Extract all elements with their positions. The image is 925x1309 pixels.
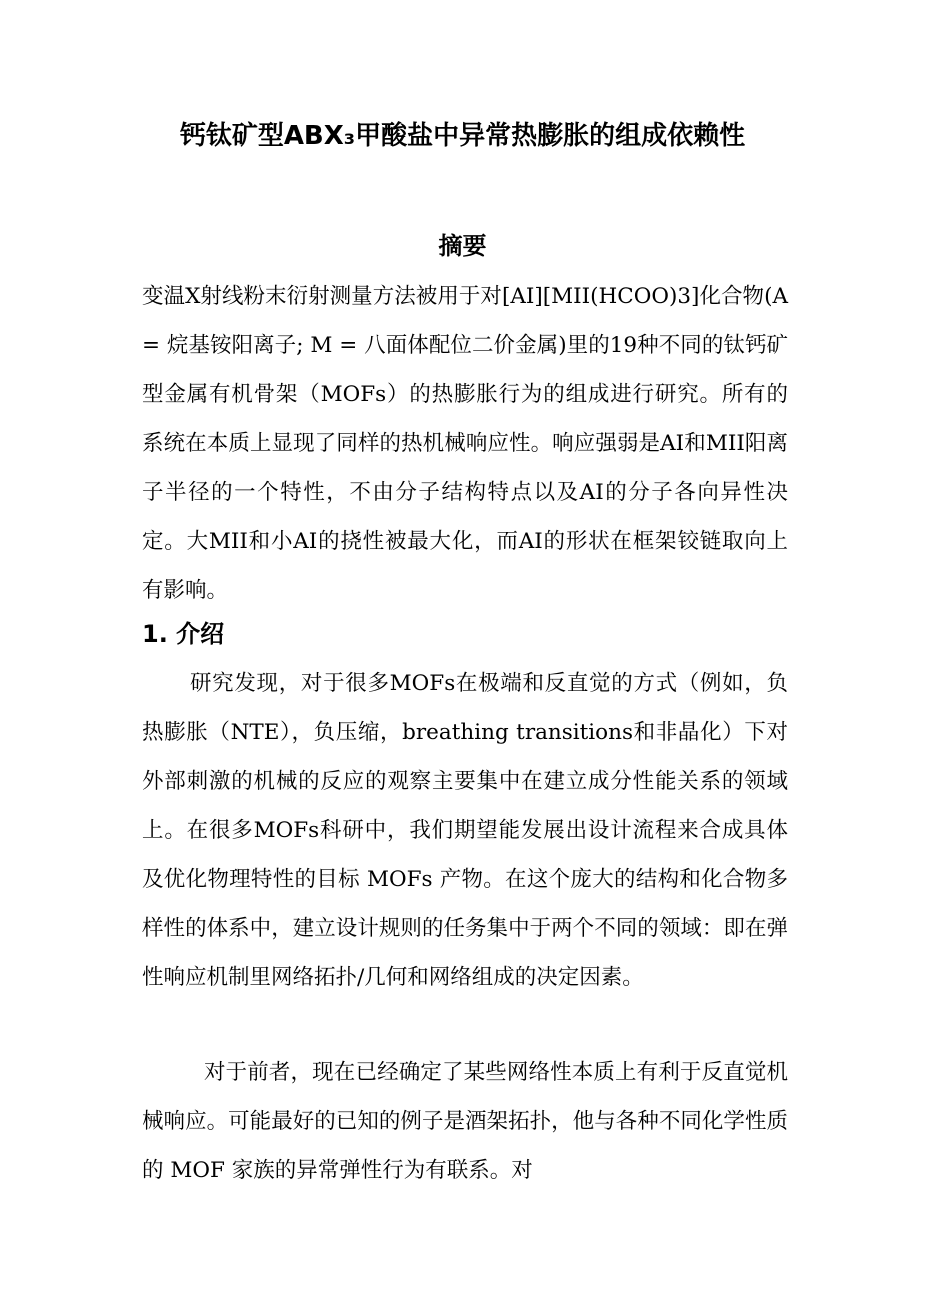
document-title: 钙钛矿型ABX₃甲酸盐中异常热膨胀的组成依赖性 [179,121,746,151]
abstract-heading: 摘要 [438,232,487,260]
intro-paragraph-2: 对于前者，现在已经确定了某些网络性本质上有利于反直觉机械响应。可能最好的已知的例子是酒架拓扑，他与各种不同化学性质的 MOF 家族的异常弹性行为有联系。对 [142,1060,788,1183]
intro-paragraph-1: 研究发现，对于很多MOFs在极端和反直觉的方式（例如，负热膨胀（NTE），负压缩，breathing transitions和非晶化）下对外部刺激的机械的反应的观察主要集中在建立成分性能关系的领域上。在很多MOFs科研中，我们期望能发展出设计流程来合成具体及优化物理特性的目标 MOFs 产物。在这个庞大的结构和化合物多样性的体系中，建立设计规则的任务集中于两个不同的领域：即在弹性响应机制里网络拓扑/几何和网络组成的决定因素。 [142,671,788,990]
section-heading-introduction: 1. 介绍 [142,620,225,648]
abstract-paragraph: 变温X射线粉末衍射测量方法被用于对[AI][MII(HCOO)3]化合物(A = 烷基铵阳离子; M = 八面体配位二价金属)里的19种不同的钛钙矿型金属有机骨架（MOFs）的热膨胀行为的组成进行研究。所有的系统在本质上显现了同样的热机械响应性。响应强弱是AI和MII阳离子半径的一个特性，不由分子结构特点以及AI的分子各向异性决定。大MII和小AI的挠性被最大化，而AI的形状在框架铰链取向上有影响。 [142,284,788,603]
